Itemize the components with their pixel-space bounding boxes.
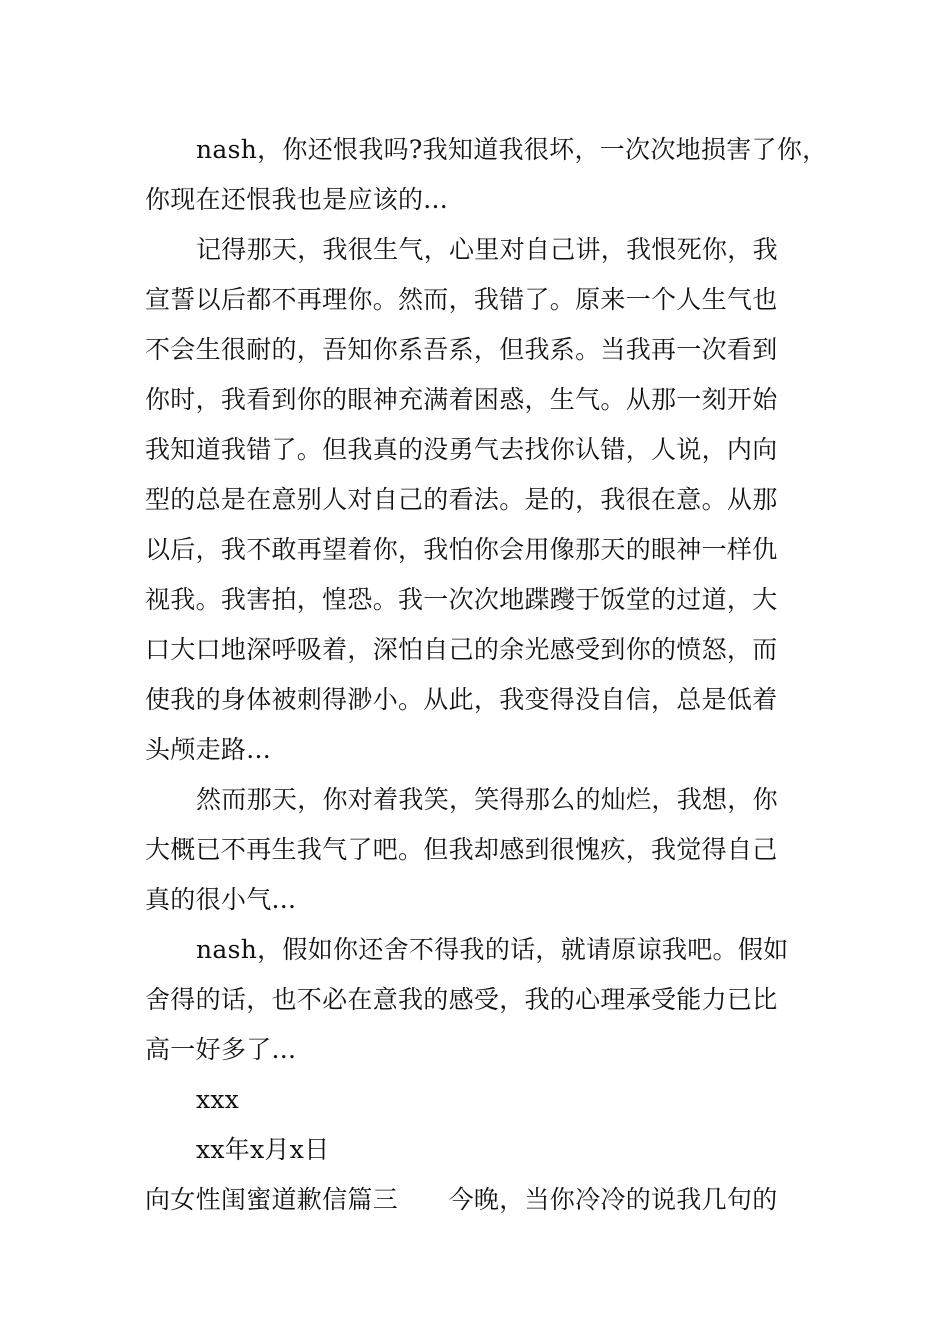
text-line: 以后，我不敢再望着你，我怕你会用像那天的眼神一样仇: [145, 535, 778, 564]
text-line: 我知道我错了。但我真的没勇气去找你认错，人说，内向: [145, 435, 778, 464]
text-line: 头颅走路...: [145, 735, 271, 764]
date-line: xx年x月x日: [196, 1135, 330, 1164]
text-line: 使我的身体被刺得渺小。从此，我变得没自信，总是低着: [145, 685, 778, 714]
text-line: nash，假如你还舍不得我的话，就请原谅我吧。假如: [196, 935, 789, 964]
signature: xxx: [196, 1085, 240, 1114]
text-line: 宣誓以后都不再理你。然而，我错了。原来一个人生气也: [145, 285, 778, 314]
text-line: 口大口地深呼吸着，深怕自己的余光感受到你的愤怒，而: [145, 635, 778, 664]
text-line: 然而那天，你对着我笑，笑得那么的灿烂，我想，你: [196, 785, 778, 814]
text-line: nash，你还恨我吗?我知道我很坏，一次次地损害了你，: [196, 135, 828, 164]
text-line: 你现在还恨我也是应该的...: [145, 185, 449, 214]
text-line: 大概已不再生我气了吧。但我却感到很愧疚，我觉得自己: [145, 835, 778, 864]
text-line: 高一好多了...: [145, 1035, 297, 1064]
text-line: 记得那天，我很生气，心里对自己讲，我恨死你，我: [196, 235, 778, 264]
text-line: 真的很小气...: [145, 885, 297, 914]
text-line: 你时，我看到你的眼神充满着困惑，生气。从那一刻开始: [145, 385, 778, 414]
text-line: 不会生很耐的，吾知你系吾系，但我系。当我再一次看到: [145, 335, 778, 364]
section-heading-line: 向女性闺蜜道歉信篇三 今晚，当你冷冷的说我几句的: [145, 1185, 778, 1214]
text-line: 视我。我害拍，惶恐。我一次次地蹀躞于饭堂的过道，大: [145, 585, 778, 614]
text-line: 舍得的话，也不必在意我的感受，我的心理承受能力已比: [145, 985, 778, 1014]
text-line: 型的总是在意别人对自己的看法。是的，我很在意。从那: [145, 485, 778, 514]
